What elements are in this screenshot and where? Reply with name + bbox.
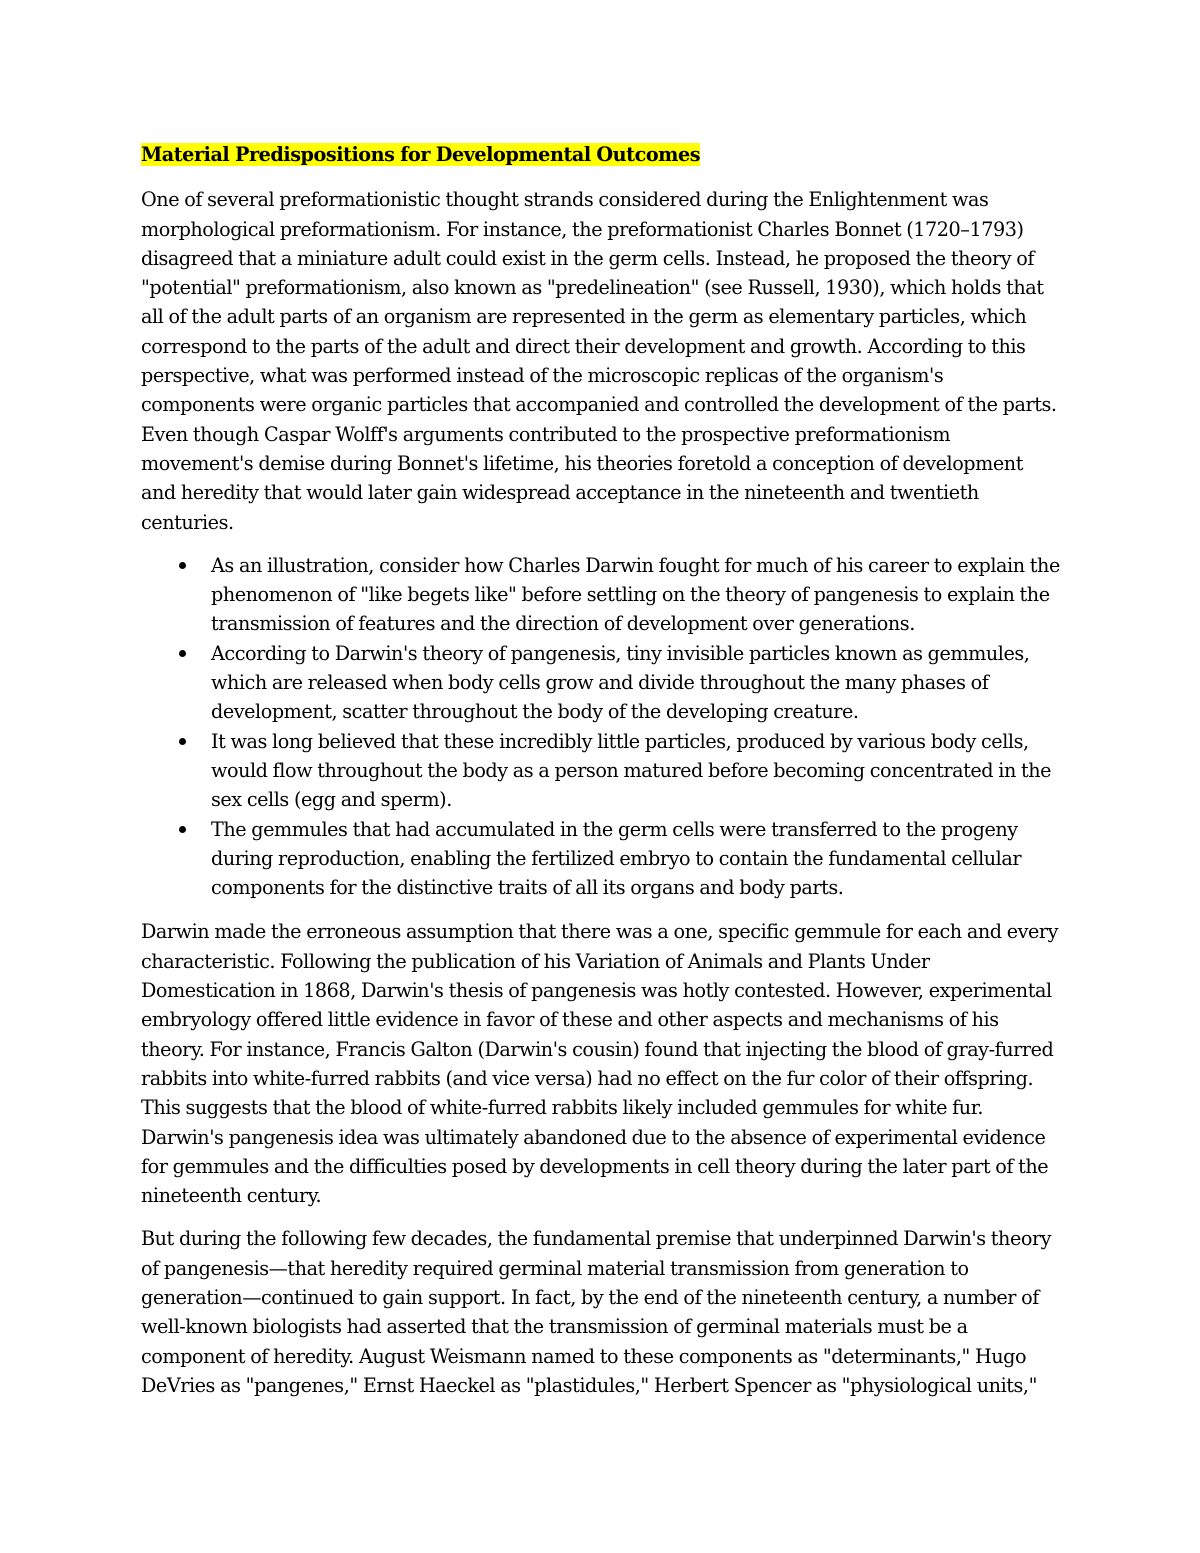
bullet-icon xyxy=(179,650,186,657)
bullet-icon xyxy=(179,826,186,833)
paragraph-preformationism: One of several preformationistic thought strands considered during the Enlightenment was morphological preformationism. For instance, the preformationist Charles Bonnet (1720–1793) disagreed that a miniature adult could exist in the germ cells. Instead, he proposed the theory of "potential" preformationism, also known as "predelineation" (see Russell, 1930), which holds that all of the adult parts of an organism are represented in the germ as elementary particles, which correspond to the parts of the adult and direct their development and growth. According to this perspective, what was performed instead of the microscopic replicas of the organism's components were organic particles that accompanied and controlled the development of the parts. Even though Caspar Wolff's arguments contributed to the prospective preformationism movement's demise during Bonnet's lifetime, his theories foretold a conception of development and heredity that would later gain widespread acceptance in the nineteenth and twentieth centuries. xyxy=(141,188,1057,534)
list-item xyxy=(141,639,1061,727)
list-item xyxy=(141,815,1061,903)
list-item-text: As an illustration, consider how Charles Darwin fought for much of his career to explain the phenomenon of "like begets like" before settling on the theory of pangenesis to explain the transmission of features and the direction of development over generations. xyxy=(211,553,1060,636)
document-title xyxy=(141,140,1061,169)
bullet-icon xyxy=(179,738,186,745)
paragraph-gemmules: Darwin made the erroneous assumption that there was a one, specific gemmule for each and every characteristic. Following the publication of his Variation of Animals and Plants Under Domestication in 1868, Darwin's thesis of pangenesis was hotly contested. However, experimental embryology offered little evidence in favor of these and other aspects and mechanisms of his theory. For instance, Francis Galton (Darwin's cousin) found that injecting the blood of gray-furred rabbits into white-furred rabbits (and vice versa) had no effect on the fur color of their offspring. This suggests that the blood of white-furred rabbits likely included gemmules for white fur. Darwin's pangenesis idea was ultimately abandoned due to the absence of experimental evidence for gemmules and the difficulties posed by developments in cell theory during the later part of the nineteenth century. xyxy=(141,920,1059,1208)
bullet-icon xyxy=(179,562,186,569)
document-page xyxy=(141,140,1061,1414)
list-item-text: It was long believed that these incredibly little particles, produced by various body cells, would flow throughout the body as a person matured before becoming concentrated in the sex cells (egg and sperm). xyxy=(211,729,1052,812)
paragraph-heredity: But during the following few decades, the fundamental premise that underpinned Darwin's theory of pangenesis—that heredity required germinal material transmission from generation to generation—continued to gain support. In fact, by the end of the nineteenth century, a number of well-known biologists had asserted that the transmission of germinal materials must be a component of heredity. August Weismann named to these components as "determinants," Hugo DeVries as "pangenes," Ernst Haeckel as "plastidules," Herbert Spencer as "physiological units," xyxy=(141,1227,1052,1397)
list-item xyxy=(141,551,1061,639)
list-item xyxy=(141,727,1061,815)
bullet-list xyxy=(141,551,1061,903)
list-item-text: The gemmules that had accumulated in the germ cells were transferred to the progeny during reproduction, enabling the fertilized embryo to contain the fundamental cellular components for the distinctive traits of all its organs and body parts. xyxy=(211,817,1022,900)
list-item-text: According to Darwin's theory of pangenesis, tiny invisible particles known as gemmules, which are released when body cells grow and divide throughout the many phases of development, scatter throughout the body of the developing creature. xyxy=(211,641,1030,724)
highlighted-title-text: Material Predispositions for Developmental Outcomes xyxy=(141,143,701,166)
